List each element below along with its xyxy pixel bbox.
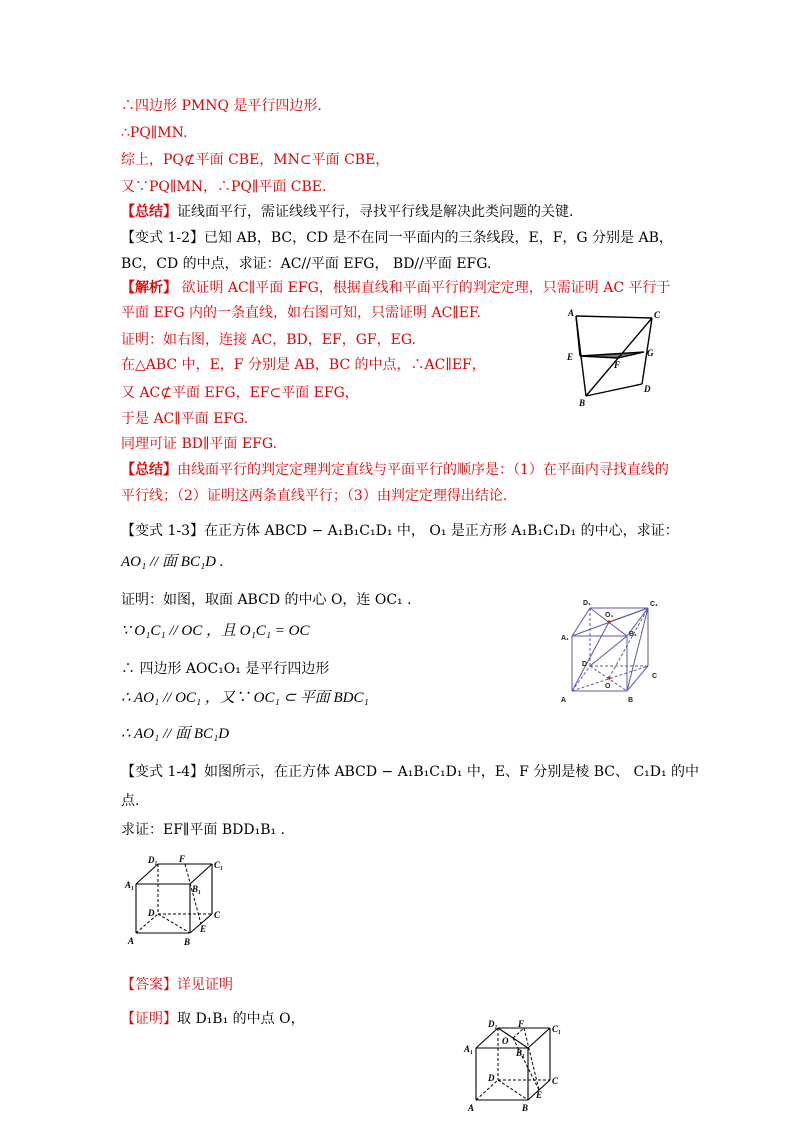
point-label: B [522,1103,529,1113]
point-label: A [468,1103,475,1113]
summary-line: 【总结】证线面平行，需证线线平行，寻找平行线是解决此类问题的关键. [121,204,574,220]
point-label: A₁ [561,635,569,642]
point-label: B [628,697,634,704]
text-line: ∴ 四边形 AOC₁O₁ 是平行四边形 [121,661,330,677]
point-label: D [644,384,651,394]
summary-line: 【总结】由线面平行的判定定理判定直线与平面平行的顺序是：（1）在平面内寻找直线的 [121,462,669,478]
text-line: 平行线；（2）证明这两条直线平行；（3）由判定定理得出结论. [121,488,508,504]
text-line: 【变式 1-4】如图所示，在正方体 ABCD − A₁B₁C₁D₁ 中，E、F 分别是棱 BC、 C₁D₁ 的中 [121,764,700,780]
point-label: E [567,352,574,362]
point-label: D₁ [583,600,591,607]
point-label: A₁ [125,880,135,890]
text-line: 在△ABC 中，E，F 分别是 AB，BC 的中点，∴AC∥EF， [121,357,486,373]
point-label: F [614,360,621,370]
point-label: A [561,697,567,704]
summary-tag: 【总结】 [121,204,177,220]
text-line: 【变式 1-3】在正方体 ABCD − A₁B₁C₁D₁ 中， O₁ 是正方形 A₁B₁C₁D₁ 的中心，求证： [121,523,679,539]
text-line: BC，CD 的中点，求证：AC//平面 EFG， BD//平面 EFG. [121,256,492,272]
point-label: B₁ [192,884,202,894]
math-line: AO₁ // 面 BC₁D . [121,554,224,570]
point-label: C [552,1076,559,1086]
answer-tag: 【答案】 [121,977,177,993]
text-line: ∴四边形 PMNQ 是平行四边形. [121,98,322,114]
summary-tag: 【总结】 [121,462,177,478]
text-line: 【变式 1-2】已知 AB，BC，CD 是不在同一平面内的三条线段，E，F，G 分别是 AB， [121,230,673,246]
point-label: C₁ [214,860,224,870]
point-label: C [652,673,658,680]
analysis-tag: 【解析】 [121,280,177,296]
point-label: C [654,310,661,320]
point-label: C₁ [552,1024,562,1034]
point-label: B₁ [629,631,637,638]
text-line: 于是 AC∥平面 EFG. [121,411,249,427]
text-line: 求证：EF∥平面 BDD₁B₁ . [121,822,286,838]
point-label: A [568,308,575,318]
point-label: O [605,683,611,690]
text-line: ∴PQ∥MN. [121,125,188,141]
point-label: D [148,908,155,918]
figure-spatial-quadrilateral [562,306,666,408]
point-label: O₁ [605,612,614,619]
text-line: 又∵PQ∥MN，∴PQ∥平面 CBE. [121,179,327,195]
point-label: D₁ [148,855,158,865]
analysis-line: 【解析】 欲证明 AC∥平面 EFG，根据直线和平面平行的判定定理，只需证明 AC 平行于 [121,280,671,296]
point-label: D₁ [488,1019,498,1029]
text-line: 证明：如图，取面 ABCD 的中心 O，连 OC₁ . [121,592,412,608]
point-label: E [200,924,207,934]
text-line: 又 AC⊄平面 EFG，EF⊂平面 EFG， [121,385,359,401]
proof-line: 【证明】取 D₁B₁ 的中点 O， [121,1011,305,1027]
point-label: F [179,854,186,864]
point-label: D [582,661,588,668]
point-label: F [518,1019,525,1029]
point-label: O [502,1036,509,1046]
figure-cube-efo [462,1018,574,1114]
text-line: 证明：如右图，连接 AC，BD，EF，GF，EG. [121,332,416,348]
math-line: ∴ AO₁ // 面 BC₁D [121,726,230,742]
point-label: E [536,1090,543,1100]
point-label: B₁ [516,1048,526,1058]
point-label: B [579,398,586,408]
text-line: 同理可证 BD∥平面 EFG. [121,436,277,452]
point-label: A [128,936,135,946]
text-line: 点. [121,793,140,809]
figure-cube-ef [124,852,234,948]
text-line: 综上，PQ⊄平面 CBE，MN⊂平面 CBE， [121,152,390,168]
point-label: C [214,910,221,920]
figure-cube-centers [560,596,675,708]
answer-line: 【答案】详见证明 [121,977,233,993]
point-label: A₁ [464,1044,474,1054]
text-line: 平面 EFG 内的一条直线，如右图可知，只需证明 AC∥EF. [121,305,481,321]
point-label: C₁ [650,601,658,608]
math-line: ∵ O₁C₁ // OC ，且 O₁C₁ = OC [121,623,310,639]
point-label: G [647,348,654,358]
point-label: D [488,1073,495,1083]
math-line: ∴ AO₁ // OC₁ ，又∵ OC₁ ⊂ 平面 BDC₁ [121,690,369,706]
proof-tag: 【证明】 [121,1011,177,1027]
point-label: B [184,937,191,947]
